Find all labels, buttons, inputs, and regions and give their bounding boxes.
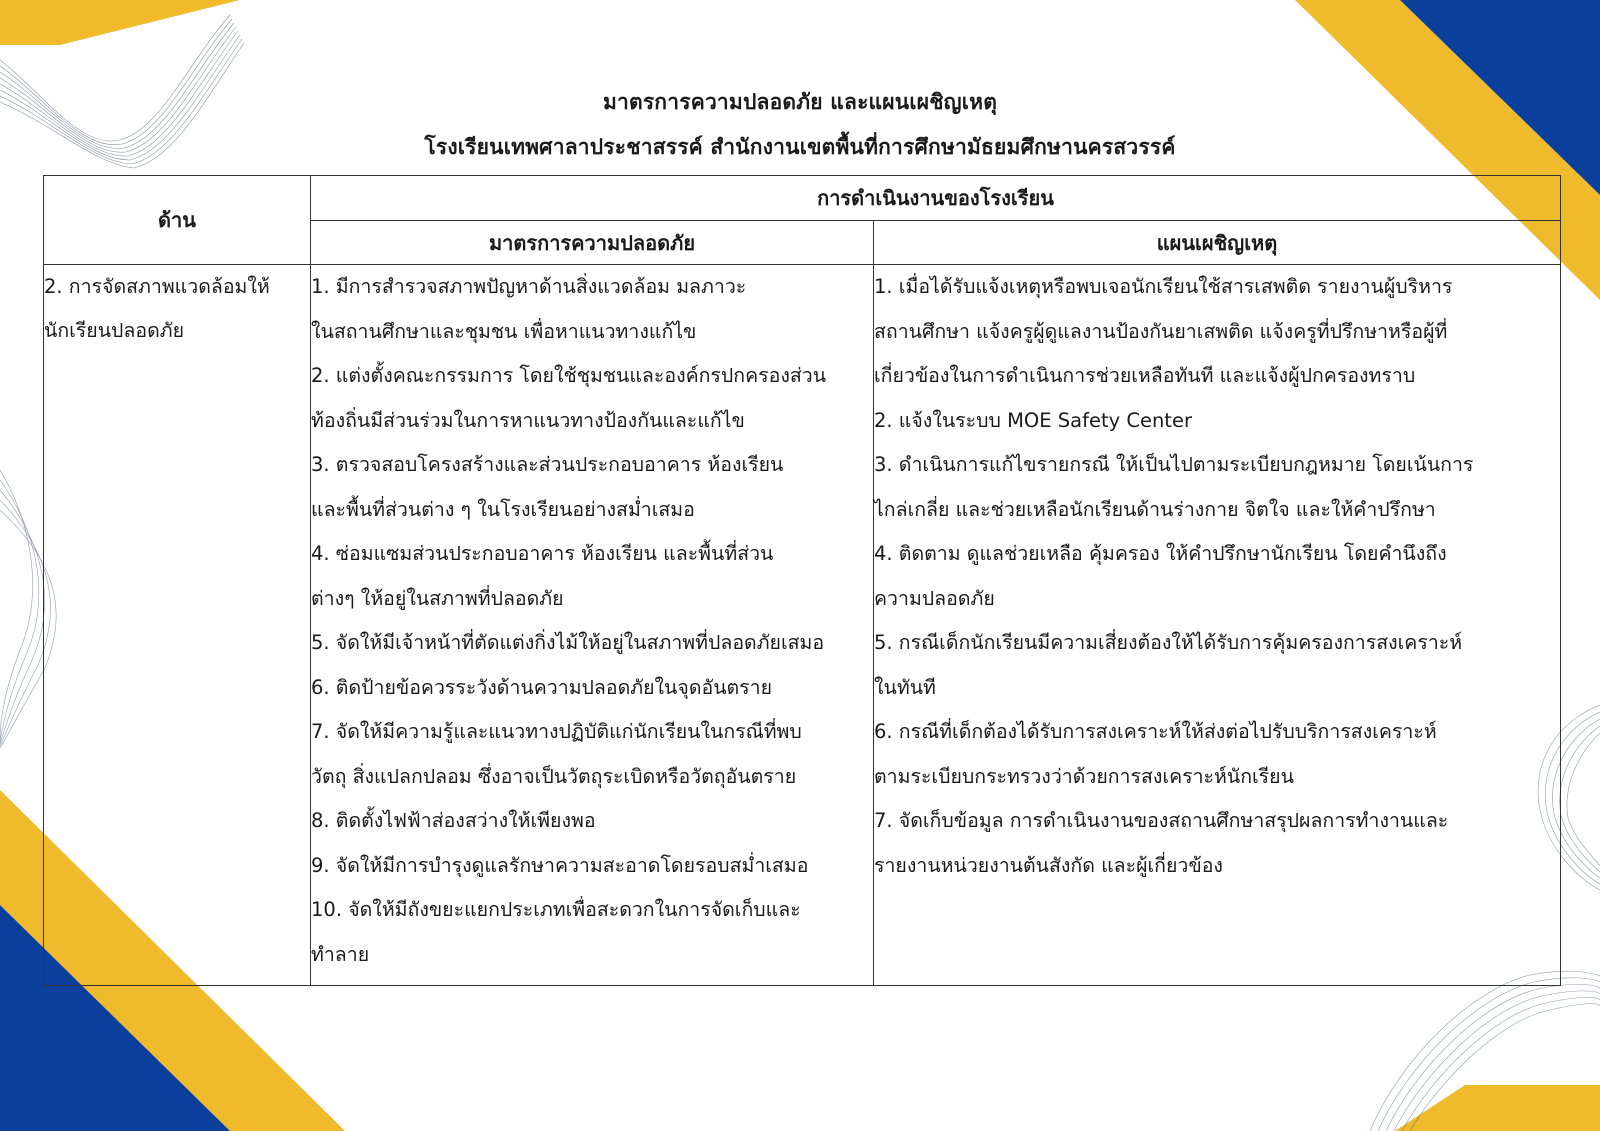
list-item: วัตถุ สิ่งแปลกปลอม ซึ่งอาจเป็นวัตถุระเบิดหรือวัตถุอันตราย <box>311 764 797 788</box>
document-title: มาตรการความปลอดภัย และแผนเผชิญเหตุ <box>602 90 998 114</box>
list-item: ในทันที <box>874 675 936 699</box>
list-item: ท้องถิ่นมีส่วนร่วมในการหาแนวทางป้องกันและแก้ไข <box>311 408 745 432</box>
emergency-plan-cell <box>874 265 1561 986</box>
table-row <box>44 265 1561 986</box>
list-item: ต่างๆ ให้อยู่ในสภาพที่ปลอดภัย <box>311 586 564 610</box>
list-item: 3. ดำเนินการแก้ไขรายกรณี ให้เป็นไปตามระเบียบกฎหมาย โดยเน้นการ <box>874 453 1474 476</box>
header-side: ด้าน <box>44 176 311 265</box>
list-item: 4. ซ่อมแซมส่วนประกอบอาคาร ห้องเรียน และพื้นที่ส่วน <box>311 542 774 565</box>
list-item: 5. จัดให้มีเจ้าหน้าที่ตัดแต่งกิ่งไม้ให้อยู่ในสภาพที่ปลอดภัยเสมอ <box>311 631 825 654</box>
list-item: เกี่ยวข้องในการดำเนินการช่วยเหลือทันที และแจ้งผู้ปกครองทราบ <box>874 364 1416 387</box>
list-item: 7. จัดให้มีความรู้และแนวทางปฏิบัติแก่นักเรียนในกรณีที่พบ <box>311 720 802 743</box>
list-item: 10. จัดให้มีถังขยะแยกประเภทเพื่อสะดวกในการจัดเก็บและ <box>311 898 801 921</box>
top-left-gold-shape <box>0 0 240 45</box>
header-safety-measures: มาตรการความปลอดภัย <box>311 221 874 265</box>
list-item: 8. ติดตั้งไฟฟ้าส่องสว่างให้เพียงพอ <box>311 809 596 832</box>
list-item: 1. มีการสำรวจสภาพปัญหาด้านสิ่งแวดล้อม มลภาวะ <box>311 275 747 298</box>
side-cell <box>44 265 311 986</box>
list-item: ในสถานศึกษาและชุมชน เพื่อหาแนวทางแก้ไข <box>311 319 697 343</box>
list-item: ความปลอดภัย <box>874 586 995 610</box>
list-item: 9. จัดให้มีการบำรุงดูแลรักษาความสะอาดโดยรอบสม่ำเสมอ <box>311 853 809 877</box>
safety-measures-list <box>311 265 873 977</box>
list-item: 2. แต่งตั้งคณะกรรมการ โดยใช้ชุมชนและองค์กรปกครองส่วน <box>311 364 827 387</box>
list-item: และพื้นที่ส่วนต่าง ๆ ในโรงเรียนอย่างสม่ำเสมอ <box>311 497 695 521</box>
list-item: 6. กรณีที่เด็กต้องได้รับการสงเคราะห์ให้ส่งต่อไปรับบริการสงเคราะห์ <box>874 720 1437 743</box>
side-label-line-2: นักเรียนปลอดภัย <box>44 319 185 342</box>
list-item: 4. ติดตาม ดูแลช่วยเหลือ คุ้มครอง ให้คำปรึกษานักเรียน โดยคำนึงถึง <box>874 542 1447 565</box>
table-header-row-1 <box>44 176 1561 221</box>
header-emergency-plan: แผนเผชิญเหตุ <box>874 221 1561 265</box>
list-item: ไกล่เกลี่ย และช่วยเหลือนักเรียนด้านร่างกาย จิตใจ และให้คำปรึกษา <box>874 497 1436 521</box>
list-item: สถานศึกษา แจ้งครูผู้ดูแลงานป้องกันยาเสพติด แจ้งครูที่ปรึกษาหรือผู้ที่ <box>874 319 1448 343</box>
list-item: ทำลาย <box>311 942 370 966</box>
document-subtitle: โรงเรียนเทพศาลาประชาสรรค์ สำนักงานเขตพื้นที่การศึกษามัธยมศึกษานครสวรรค์ <box>424 135 1176 159</box>
list-item: 7. จัดเก็บข้อมูล การดำเนินงานของสถานศึกษาสรุปผลการทำงานและ <box>874 809 1449 832</box>
list-item: 5. กรณีเด็กนักเรียนมีความเสี่ยงต้องให้ได้รับการคุ้มครองการสงเคราะห์ <box>874 631 1463 654</box>
side-label-line-1: 2. การจัดสภาพแวดล้อมให้ <box>44 275 270 298</box>
list-item: 2. แจ้งในระบบ MOE Safety Center <box>874 408 1192 432</box>
list-item: 6. ติดป้ายข้อควรระวังด้านความปลอดภัยในจุดอันตราย <box>311 675 773 699</box>
measures-table <box>43 175 1561 986</box>
list-item: 3. ตรวจสอบโครงสร้างและส่วนประกอบอาคาร ห้องเรียน <box>311 453 784 476</box>
list-item: ตามระเบียบกระทรวงว่าด้วยการสงเคราะห์นักเรียน <box>874 764 1294 788</box>
list-item: 1. เมื่อได้รับแจ้งเหตุหรือพบเจอนักเรียนใช้สารเสพติด รายงานผู้บริหาร <box>874 275 1453 298</box>
list-item: รายงานหน่วยงานต้นสังกัด และผู้เกี่ยวข้อง <box>874 853 1223 877</box>
safety-measures-cell <box>311 265 874 986</box>
bottom-right-gold-shape <box>1395 1085 1600 1131</box>
header-school-operations: การดำเนินงานของโรงเรียน <box>311 176 1561 221</box>
emergency-plan-list <box>874 265 1560 888</box>
